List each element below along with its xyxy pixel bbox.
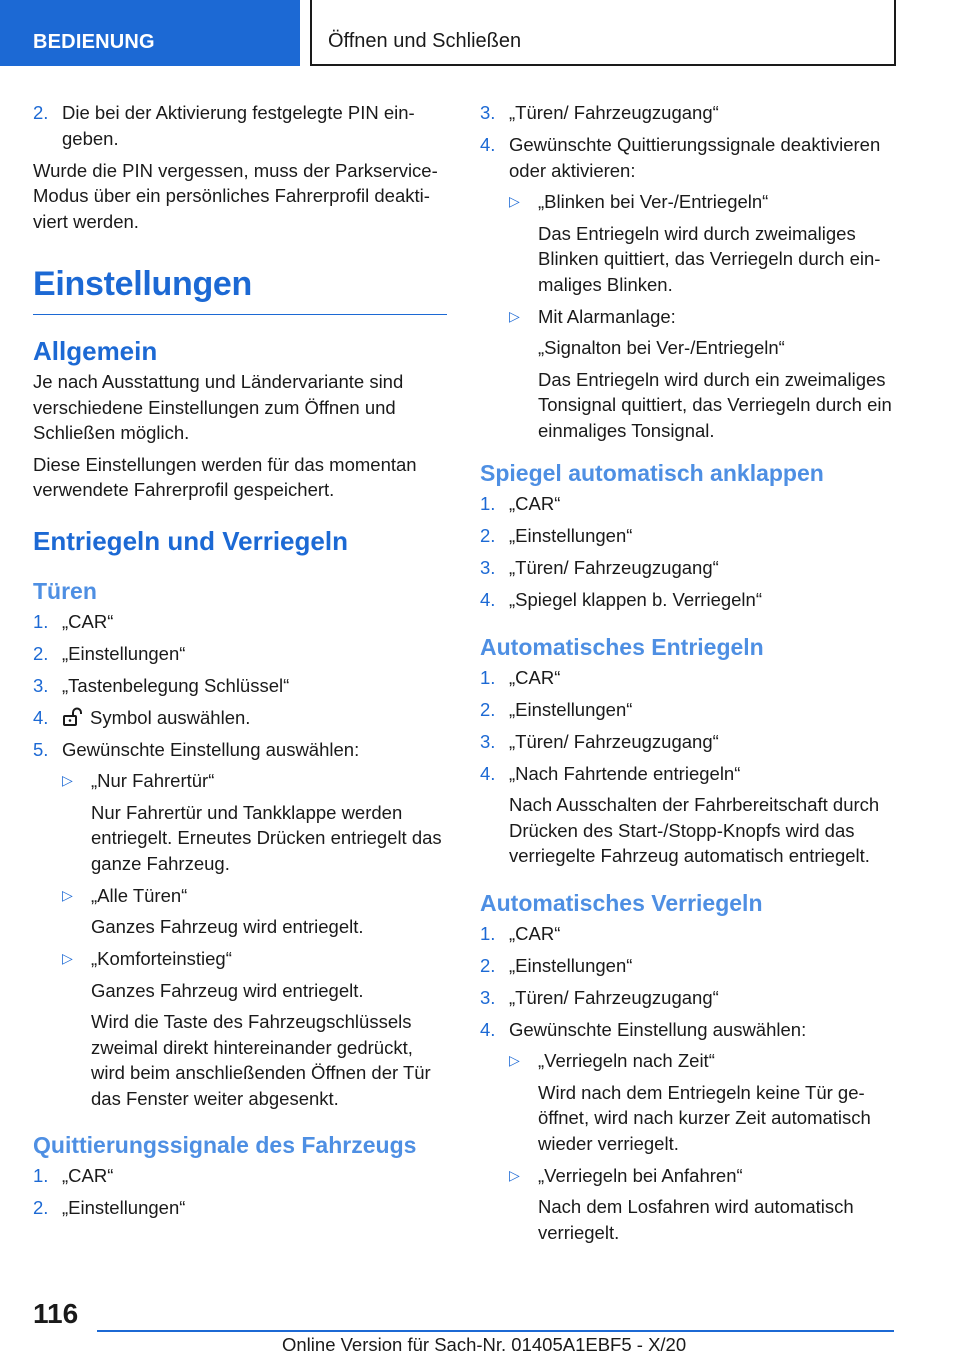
auto-entriegeln-heading: Automatisches Entriegeln bbox=[480, 633, 764, 660]
step-text: Gewünschte Einstellung auswählen: bbox=[62, 738, 360, 760]
option-item bbox=[62, 883, 447, 940]
option-item bbox=[62, 768, 447, 876]
option-description: Das Entriegeln wird durch zweimaliges Blinken quittiert, das Verriegeln durch ein-maliges Blinken. bbox=[538, 222, 881, 295]
step-text: „Türen/ Fahrzeugzugang“ bbox=[509, 730, 719, 752]
option-item bbox=[509, 1163, 900, 1246]
tueren-heading: Türen bbox=[33, 577, 97, 604]
auto-verriegeln-steps bbox=[480, 921, 900, 1246]
step-number: 1. bbox=[33, 1165, 49, 1186]
step-text: „Nach Fahrtende entriegeln“ bbox=[509, 762, 741, 784]
step-number: 5. bbox=[33, 738, 49, 760]
triangle-bullet-icon: ▷ bbox=[509, 1166, 520, 1183]
list-item bbox=[480, 132, 900, 443]
page-number: 116 bbox=[33, 1298, 79, 1329]
step-text: Symbol auswählen. bbox=[90, 706, 251, 728]
step-number: 3. bbox=[480, 730, 496, 752]
list-item bbox=[480, 1017, 900, 1246]
step-text: „CAR“ bbox=[62, 1165, 114, 1186]
option-description: Nur Fahrertür und Tankklappe werden entriegelt. Erneutes Drücken entriegelt das ganze Fahrzeug. bbox=[91, 801, 442, 874]
allgemein-paragraph-2: Diese Einstellungen werden für das momentan verwendete Fahrerprofil gespeichert. bbox=[33, 453, 417, 500]
list-item bbox=[480, 697, 900, 723]
triangle-bullet-icon: ▷ bbox=[509, 193, 520, 209]
list-item bbox=[33, 673, 447, 699]
option-description: Das Entriegeln wird durch ein zweimaliges Tonsignal quittiert, das Verriegeln durch ein einmaliges Tonsignal. bbox=[538, 368, 892, 441]
footer-version-text: Online Version für Sach-Nr. 01405A1EBF5 - X/20 bbox=[282, 1334, 687, 1355]
step-number: 3. bbox=[480, 102, 496, 123]
step-number: 1. bbox=[480, 666, 496, 688]
step-number: 2. bbox=[33, 102, 49, 123]
tueren-options bbox=[62, 768, 447, 1111]
option-description: Wird nach dem Entriegeln keine Tür ge-öffnet, wird nach kurzer Zeit automatisch wieder verriegelt. bbox=[538, 1081, 871, 1154]
triangle-bullet-icon: ▷ bbox=[62, 886, 73, 903]
list-item bbox=[480, 665, 900, 691]
quittierung-options bbox=[509, 189, 900, 443]
step-number: 4. bbox=[480, 762, 496, 784]
step-number: 4. bbox=[480, 134, 496, 155]
step-text: „CAR“ bbox=[509, 922, 561, 944]
option-item bbox=[62, 946, 447, 1111]
step-number: 2. bbox=[480, 698, 496, 720]
quittierung-steps bbox=[33, 1163, 447, 1221]
auto-entriegeln-steps bbox=[480, 665, 900, 869]
list-item bbox=[480, 921, 900, 947]
option-description: Ganzes Fahrzeug wird entriegelt. bbox=[91, 979, 364, 1001]
section-label: BEDIENUNG bbox=[33, 31, 155, 53]
chapter-header bbox=[310, 0, 896, 66]
step-number: 3. bbox=[480, 557, 496, 578]
step-text: „Türen/ Fahrzeugzugang“ bbox=[509, 102, 719, 123]
step-number: 2. bbox=[33, 1197, 49, 1218]
step-text: Die bei der Aktivierung festgelegte PIN ein-geben. bbox=[62, 102, 415, 149]
option-item bbox=[509, 189, 900, 297]
option-label: „Verriegeln nach Zeit“ bbox=[538, 1050, 715, 1071]
tueren-steps bbox=[33, 609, 447, 1112]
list-item bbox=[33, 1163, 447, 1189]
list-item bbox=[480, 100, 900, 126]
step-text: „Einstellungen“ bbox=[62, 1197, 186, 1218]
triangle-bullet-icon: ▷ bbox=[509, 307, 520, 324]
list-item bbox=[480, 587, 900, 613]
step-number: 2. bbox=[33, 642, 49, 664]
step-text: Gewünschte Quittierungssignale deaktivieren oder aktivieren: bbox=[509, 134, 881, 181]
step-number: 3. bbox=[33, 674, 49, 696]
auto-verriegeln-heading: Automatisches Verriegeln bbox=[480, 889, 763, 916]
spiegel-steps bbox=[480, 491, 900, 613]
step-number: 1. bbox=[480, 493, 496, 514]
quittierung-steps-continued bbox=[480, 100, 900, 443]
step-text: „Einstellungen“ bbox=[509, 525, 633, 546]
list-item bbox=[480, 761, 900, 869]
allgemein-paragraph-1: Je nach Ausstattung und Ländervariante sind verschiedene Einstellungen zum Öffnen und Schließen möglich. bbox=[33, 371, 404, 443]
step-text: „Einstellungen“ bbox=[509, 698, 633, 720]
step-number: 4. bbox=[33, 706, 49, 728]
intro-paragraph: Wurde die PIN vergessen, muss der Parkservice-Modus über ein persönliches Fahrerprofil deakti-viert werden. bbox=[33, 159, 438, 232]
spiegel-heading: Spiegel automatisch anklappen bbox=[480, 460, 824, 486]
list-item bbox=[480, 555, 900, 581]
step-number: 4. bbox=[480, 589, 496, 610]
list-item bbox=[33, 1195, 447, 1221]
step-description: Nach Ausschalten der Fahrbereitschaft durch Drücken des Start-/Stopp-Knopfs wird das verriegelte Fahrzeug automatisch entriegelt. bbox=[509, 794, 880, 866]
auto-verriegeln-options bbox=[509, 1048, 900, 1245]
step-text: „CAR“ bbox=[62, 610, 114, 632]
option-label: „Nur Fahrertür“ bbox=[91, 770, 215, 791]
list-item bbox=[480, 953, 900, 979]
step-number: 1. bbox=[480, 922, 496, 944]
list-item bbox=[33, 100, 447, 151]
step-text: „Türen/ Fahrzeugzugang“ bbox=[509, 986, 719, 1008]
right-column bbox=[480, 100, 900, 1252]
list-item bbox=[33, 641, 447, 667]
list-item bbox=[480, 491, 900, 517]
unlock-icon bbox=[62, 707, 84, 727]
option-description: Wird die Taste des Fahrzeugschlüssels zweimal direkt hintereinander gedrückt, wird beim anschließenden Öffnen der Tür das Fenster weiter abgesenkt. bbox=[91, 1011, 431, 1109]
chapter-title: Öffnen und Schließen bbox=[328, 30, 522, 52]
step-number: 2. bbox=[480, 954, 496, 976]
quittierung-heading: Quittierungssignale des Fahrzeugs bbox=[33, 1132, 417, 1158]
triangle-bullet-icon: ▷ bbox=[509, 1052, 520, 1068]
step-text: „Einstellungen“ bbox=[509, 954, 633, 976]
step-text: Gewünschte Einstellung auswählen: bbox=[509, 1018, 807, 1040]
step-text: „Spiegel klappen b. Verriegeln“ bbox=[509, 589, 762, 610]
list-item bbox=[480, 985, 900, 1011]
left-column bbox=[33, 100, 447, 1227]
option-label: „Blinken bei Ver-/Entriegeln“ bbox=[538, 191, 769, 212]
step-text: „Türen/ Fahrzeugzugang“ bbox=[509, 557, 719, 578]
step-text: „Einstellungen“ bbox=[62, 642, 186, 664]
option-label: „Verriegeln bei Anfahren“ bbox=[538, 1164, 743, 1186]
option-description: Ganzes Fahrzeug wird entriegelt. bbox=[91, 916, 364, 937]
option-label: „Alle Türen“ bbox=[91, 884, 188, 906]
step-text: „CAR“ bbox=[509, 493, 561, 514]
list-item bbox=[480, 523, 900, 549]
option-label: „Komforteinstieg“ bbox=[91, 948, 232, 969]
option-item bbox=[509, 304, 900, 444]
step-text: „CAR“ bbox=[509, 666, 561, 688]
section-tab bbox=[0, 0, 300, 66]
option-item bbox=[509, 1048, 900, 1156]
list-item bbox=[480, 729, 900, 755]
step-number: 3. bbox=[480, 986, 496, 1008]
list-item bbox=[33, 705, 447, 731]
section-heading: Einstellungen bbox=[33, 264, 447, 315]
allgemein-heading: Allgemein bbox=[33, 336, 158, 366]
list-item bbox=[33, 609, 447, 635]
step-number: 2. bbox=[480, 525, 496, 546]
footer-divider bbox=[97, 1330, 894, 1332]
step-text: „Tastenbelegung Schlüssel“ bbox=[62, 674, 290, 696]
entriegeln-heading: Entriegeln und Verriegeln bbox=[33, 525, 348, 556]
option-label: Mit Alarmanlage: bbox=[538, 305, 676, 327]
triangle-bullet-icon: ▷ bbox=[62, 950, 73, 966]
triangle-bullet-icon: ▷ bbox=[62, 772, 73, 788]
option-description: Nach dem Losfahren wird automatisch verriegelt. bbox=[538, 1196, 854, 1243]
intro-list bbox=[33, 100, 447, 151]
option-description: „Signalton bei Ver-/Entriegeln“ bbox=[538, 337, 785, 358]
step-number: 4. bbox=[480, 1018, 496, 1040]
list-item bbox=[33, 737, 447, 1112]
step-number: 1. bbox=[33, 610, 49, 632]
